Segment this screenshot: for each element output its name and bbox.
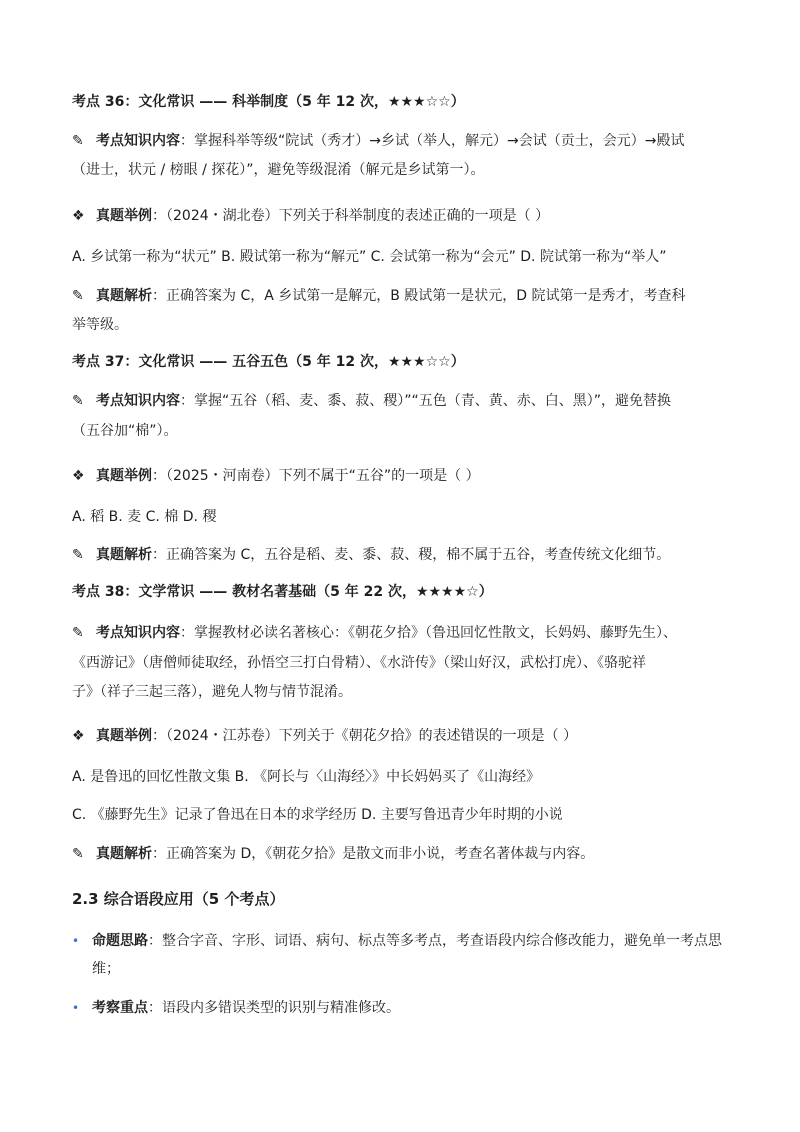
- k37-example-label: 真题举例: [96, 468, 152, 484]
- k38-knowledge-text-3: 子》（祥子三起三落），避免人物与情节混淆。: [72, 684, 352, 700]
- k38-options-2: C. 《藤野先生》记录了鲁迅在日本的求学经历 D. 主要写鲁迅青少年时期的小说: [72, 807, 563, 823]
- bullet-dot-icon: •: [72, 934, 80, 948]
- diamond-icon: ❖: [72, 468, 85, 484]
- k38-analysis-text-1: ：正确答案为 D，《朝花夕拾》是散文而非小说，考查名著体裁与内容。: [152, 846, 595, 862]
- k37-example-text: ：（2025・河南卷）下列不属于“五谷”的一项是（ ）: [152, 468, 480, 484]
- k38-analysis: [72, 840, 742, 868]
- k37-analysis-label: 真题解析: [96, 547, 152, 563]
- k36-knowledge-text-2: （进士，状元 / 榜眼 / 探花）”，避免等级混淆（解元是乡试第一）。: [72, 162, 485, 178]
- k36-analysis: [72, 282, 742, 310]
- k37-options: A. 稻 B. 麦 C. 棉 D. 稷: [72, 509, 217, 525]
- k37-analysis: [72, 541, 742, 569]
- k38-options-1: A. 是鲁迅的回忆性散文集 B. 《阿长与〈山海经〉》中长妈妈买了《山海经》: [72, 769, 541, 785]
- bullet-dot-icon: •: [72, 1001, 80, 1015]
- k38-title: 考点 38：文学常识 —— 教材名著基础（5 年 22 次，★★★★☆）: [72, 584, 493, 600]
- k38-knowledge: [72, 619, 742, 647]
- k37-knowledge-label: 考点知识内容: [96, 393, 180, 409]
- bullet-text: ：语段内多错误类型的识别与精准修改。: [148, 1000, 400, 1016]
- bullet-label: 命题思路: [92, 933, 148, 949]
- k36-knowledge: [72, 127, 742, 155]
- k36-example: [72, 202, 742, 230]
- ruler-pencil-icon: ✎: [72, 547, 84, 563]
- ruler-pencil-icon: ✎: [72, 846, 84, 862]
- bullet-text: ：整合字音、字形、词语、病句、标点等多考点，考查语段内综合修改能力，避免单一考点思维；: [92, 933, 722, 977]
- k38-knowledge-text-2: 《西游记》（唐僧师徒取经，孙悟空三打白骨精）、《水浒传》（梁山好汉，武松打虎）、《骆驼祥: [72, 655, 646, 671]
- k37-knowledge: [72, 387, 742, 415]
- k36-options: A. 乡试第一称为“状元” B. 殿试第一称为“解元” C. 会试第一称为“会元” D. 院试第一称为“举人”: [72, 249, 667, 265]
- k36-knowledge-text-1: ：掌握科举等级“院试（秀才）→乡试（举人，解元）→会试（贡士，会元）→殿试: [180, 133, 685, 149]
- k36-title: 考点 36：文化常识 —— 科举制度（5 年 12 次，★★★☆☆）: [72, 94, 465, 110]
- k38-knowledge-label: 考点知识内容: [96, 625, 180, 641]
- pencil-icon: ✎: [72, 393, 84, 409]
- k36-knowledge-label: 考点知识内容: [96, 133, 180, 149]
- bullet-item: [72, 994, 742, 1024]
- ruler-pencil-icon: ✎: [72, 288, 84, 304]
- k38-knowledge-text-1: ：掌握教材必读名著核心：《朝花夕拾》（鲁迅回忆性散文，长妈妈、藤野先生）、: [180, 625, 677, 641]
- diamond-icon: ❖: [72, 208, 85, 224]
- k38-example-text: ：（2024・江苏卷）下列关于《朝花夕拾》的表述错误的一项是（ ）: [152, 728, 578, 744]
- section-title: 2.3 综合语段应用（5 个考点）: [72, 890, 285, 908]
- pencil-icon: ✎: [72, 625, 84, 641]
- k36-analysis-label: 真题解析: [96, 288, 152, 304]
- k37-title: 考点 37：文化常识 —— 五谷五色（5 年 12 次，★★★☆☆）: [72, 354, 465, 370]
- k38-analysis-label: 真题解析: [96, 846, 152, 862]
- bullet-item: [72, 927, 742, 987]
- pencil-icon: ✎: [72, 133, 84, 149]
- k36-example-label: 真题举例: [96, 208, 152, 224]
- k37-knowledge-text-1: ：掌握“五谷（稻、麦、黍、菽、稷）”“五色（青、黄、赤、白、黑）”，避免替换: [180, 393, 672, 409]
- k38-example: [72, 722, 742, 750]
- k36-example-text: ：（2024・湖北卷）下列关于科举制度的表述正确的一项是（ ）: [152, 208, 550, 224]
- k37-example: [72, 462, 742, 490]
- k37-analysis-text-1: ：正确答案为 C，五谷是稻、麦、黍、菽、稷，棉不属于五谷，考查传统文化细节。: [152, 547, 671, 563]
- k38-example-label: 真题举例: [96, 728, 152, 744]
- k36-analysis-text-2: 举等级。: [72, 317, 128, 333]
- k36-analysis-text-1: ：正确答案为 C，A 乡试第一是解元，B 殿试第一是状元，D 院试第一是秀才，考查科: [152, 288, 686, 304]
- k37-knowledge-text-2: （五谷加“棉”）。: [72, 423, 178, 439]
- bullet-label: 考察重点: [92, 1000, 148, 1016]
- diamond-icon: ❖: [72, 728, 85, 744]
